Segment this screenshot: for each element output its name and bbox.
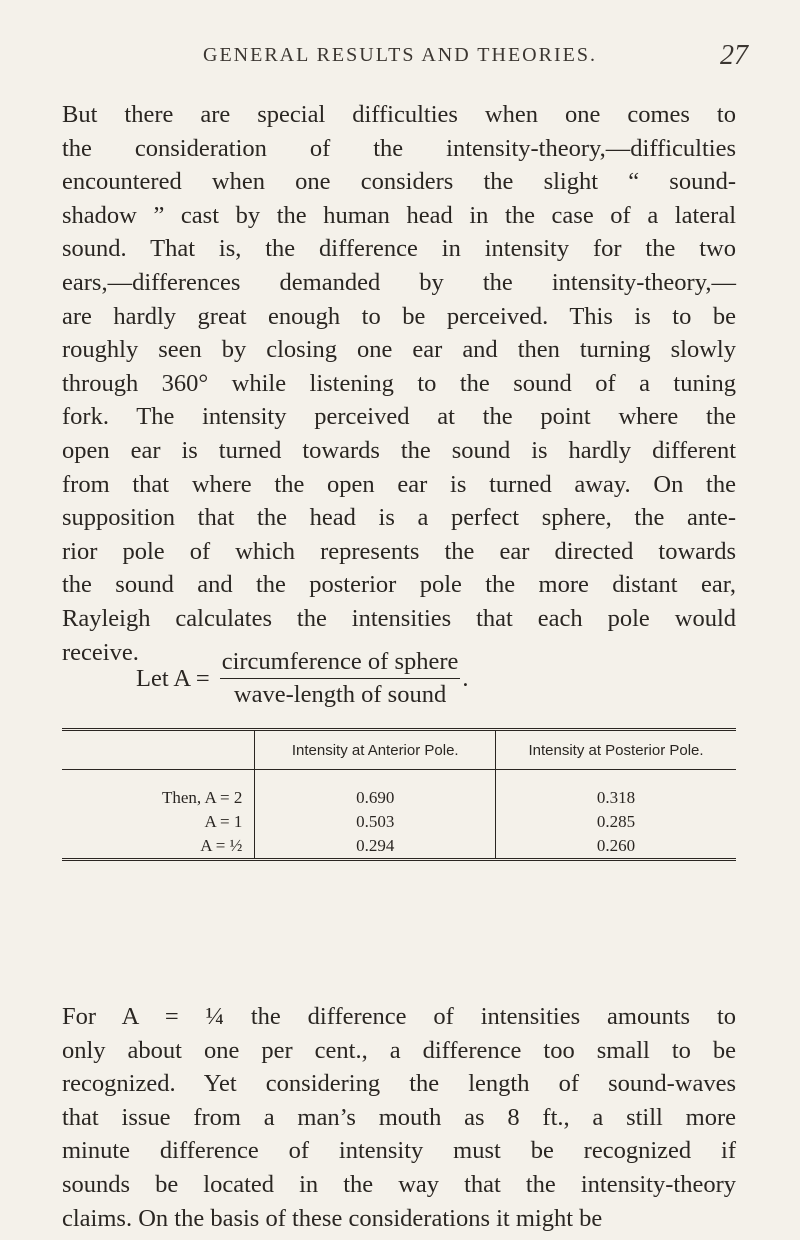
table-cell-posterior: 0.260 bbox=[496, 834, 736, 860]
text-line: minute difference of intensity must be recognized if bbox=[62, 1137, 736, 1165]
text-line: open ear is turned towards the sound is hardly different bbox=[62, 436, 736, 464]
text-line: For A = ¼ the difference of intensities amounts to bbox=[62, 1003, 736, 1030]
text-line: supposition that the head is a perfect sphere, the ante- bbox=[62, 504, 736, 532]
table-row bbox=[62, 770, 736, 811]
text-line: Rayleigh calculates the intensities that each pole would bbox=[62, 604, 736, 632]
text-line: encountered when one considers the slight “ sound- bbox=[62, 168, 736, 196]
formula-numerator: circumference of sphere bbox=[221, 648, 459, 675]
table-header-blank bbox=[62, 730, 255, 770]
formula bbox=[136, 648, 469, 709]
table-header-posterior: Intensity at Posterior Pole. bbox=[496, 730, 736, 770]
text-line: the consideration of the intensity-theory,—difficulties bbox=[62, 134, 736, 162]
text-line: are hardly great enough to be perceived. This is to be bbox=[62, 302, 736, 330]
table-header-anterior: Intensity at Anterior Pole. bbox=[255, 730, 496, 770]
text-line: sound. That is, the difference in intensity for the two bbox=[62, 235, 736, 263]
formula-denominator: wave-length of sound bbox=[233, 681, 447, 709]
text-line: ears,—differences demanded by the intensity-theory,— bbox=[62, 268, 736, 296]
text-line: the sound and the posterior pole the more distant ear, bbox=[62, 571, 736, 599]
table-cell-anterior: 0.503 bbox=[255, 810, 496, 834]
paragraph-body-2 bbox=[62, 1000, 736, 1235]
formula-period: . bbox=[462, 664, 469, 692]
text-line: only about one per cent., a difference too small to be bbox=[62, 1036, 736, 1064]
intensity-table bbox=[62, 728, 736, 861]
table-row bbox=[62, 834, 736, 860]
text-line: roughly seen by closing one ear and then turning slowly bbox=[62, 336, 736, 364]
table-header-row bbox=[62, 730, 736, 770]
text-line: fork. The intensity perceived at the point where the bbox=[62, 403, 736, 431]
text-line: shadow ” cast by the human head in the case of a lateral bbox=[62, 201, 736, 229]
page-number: 27 bbox=[720, 40, 748, 71]
text-line: through 360° while listening to the sound of a tuning bbox=[62, 369, 736, 397]
text-line: recognized. Yet considering the length of sound-waves bbox=[62, 1070, 736, 1098]
running-head: GENERAL RESULTS AND THEORIES. bbox=[203, 44, 597, 66]
table-cell-label: A = 1 bbox=[204, 812, 243, 831]
table-cell-anterior: 0.294 bbox=[255, 834, 496, 860]
text-line: claims. On the basis of these considerations it might be bbox=[62, 1204, 603, 1232]
table-cell-posterior: 0.318 bbox=[496, 770, 736, 811]
text-line: receive. bbox=[62, 638, 139, 666]
formula-lhs: Let A = bbox=[136, 664, 210, 692]
page-header bbox=[0, 40, 800, 71]
table-cell-posterior: 0.285 bbox=[496, 810, 736, 834]
table-cell-label: Then, A = 2 bbox=[161, 788, 243, 807]
text-line: rior pole of which represents the ear directed towards bbox=[62, 537, 736, 565]
paragraph-body-1 bbox=[62, 98, 736, 669]
text-line: from that where the open ear is turned away. On the bbox=[62, 470, 736, 498]
table-cell-anterior: 0.690 bbox=[255, 770, 496, 811]
text-line: that issue from a man’s mouth as 8 ft., a still more bbox=[62, 1103, 736, 1131]
formula-fraction bbox=[220, 648, 461, 709]
table-cell-label: A = ½ bbox=[62, 834, 255, 860]
text-line: sounds be located in the way that the intensity-theory bbox=[62, 1170, 736, 1198]
table-row bbox=[62, 810, 736, 834]
text-line: But there are special difficulties when one comes to bbox=[62, 101, 736, 128]
